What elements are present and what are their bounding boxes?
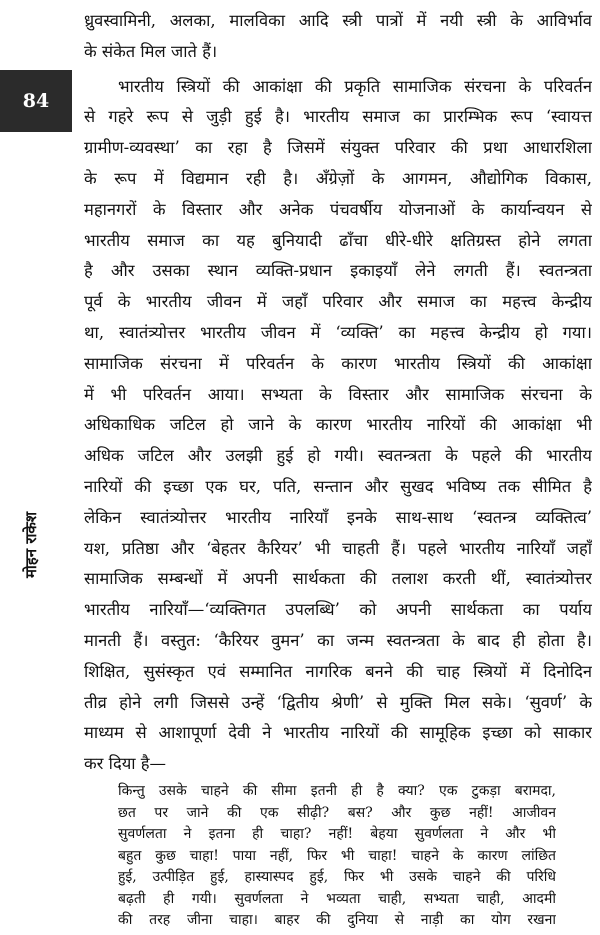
body-line: तीव्र होने लगी जिससे उन्हें ‘द्वितीय श्रेणी’ से मुक्ति मिल सके। ‘सुवर्ण’ के [84, 692, 592, 712]
body-line: ध्रुवस्वामिनी, अलका, मालविका आदि स्त्री पात्रों में नयी स्त्री के आविर्भाव [84, 11, 592, 30]
running-author-text: मोहन राकेश [22, 511, 41, 579]
body-line: सामाजिक सम्बन्धों में अपनी सार्थकता की तलाश करती थीं, स्वातंत्र्योत्तर [84, 569, 592, 589]
body-line: के रूप में विद्यमान रही है। अँग्रेज़ों के आगमन, औद्योगिक विकास, [84, 169, 592, 188]
body-line: पूर्व के भारतीय जीवन में जहाँ परिवार और समाज का महत्त्व केन्द्रीय [84, 292, 592, 312]
body-line: ग्रामीण-व्यवस्था’ का रहा है जिसमें संयुक्त परिवार की प्रथा आधारशिला [84, 138, 592, 158]
body-line: अधिकाधिक जटिल हो जाने के कारण भारतीय नारियों की आकांक्षा भी [84, 415, 592, 435]
body-line: था, स्वातंत्र्योत्तर भारतीय जीवन में ‘व्यक्ति’ का महत्त्व केन्द्रीय हो गया। [84, 323, 592, 342]
body-line: माध्यम से आशापूर्णा देवी ने भारतीय नारियों की सामूहिक इच्छा को साकार [84, 723, 592, 743]
page-number: 84 [22, 90, 50, 112]
body-line: भारतीय नारियाँ—‘व्यक्तिगत उपलब्धि’ को अपनी सार्थकता का पर्याय [84, 600, 592, 620]
page-number-tab [0, 70, 72, 132]
body-line: शिक्षित, सुसंस्कृत एवं सम्मानित नागरिक बनने की चाह स्त्रियों में दिनोदिन [84, 661, 592, 681]
body-line: है और उसका स्थान व्यक्ति-प्रधान इकाइयाँ लेने लगती हैं। स्वतन्त्रता [84, 261, 592, 281]
body-line: कर दिया है— [84, 754, 167, 774]
body-line: से गहरे रूप से जुड़ी हुई है। भारतीय समाज का प्रारम्भिक रूप ‘स्वायत्त [84, 107, 592, 127]
quote-line: की तरह जीना चाहा। बाहर की दुनिया से नाड़ी का योग रखना [118, 912, 556, 928]
body-line: नारियों की इच्छा एक घर, पति, सन्तान और सुखद भविष्य तक सीमित है [84, 477, 592, 496]
body-line: भारतीय स्त्रियों की आकांक्षा की प्रकृति सामाजिक संरचना के परिवर्तन [118, 76, 592, 96]
body-line: यश, प्रतिष्ठा और ‘बेहतर कैरियर’ भी चाहती हैं। पहले भारतीय नारियाँ जहाँ [84, 538, 592, 558]
quote-line: हुई, उत्पीड़ित हुई, हास्यास्पद हुई, फिर भी उसके चाहने की परिधि [118, 869, 556, 885]
body-line: सामाजिक संरचना में परिवर्तन के कारण भारतीय स्त्रियों की आकांक्षा [84, 353, 592, 373]
body-line: भारतीय समाज का यह बुनियादी ढाँचा धीरे-धीरे क्षतिग्रस्त होने लगता [84, 230, 592, 250]
running-author [20, 500, 42, 590]
quote-line: सुवर्णलता ने इतना ही चाहा? नहीं! बेहया सुवर्णलता ने और भी [118, 826, 556, 842]
body-line: अधिक जटिल और उलझी हुई हो गयी। स्वतन्त्रता के पहले की भारतीय [84, 446, 592, 466]
quote-line: बढ़ती ही गयी। सुवर्णलता ने भव्यता चाही, सभ्यता चाही, आदमी [118, 890, 556, 907]
quote-line: किन्तु उसके चाहने की सीमा इतनी ही है क्या? एक टुकड़ा बरामदा, [118, 783, 556, 799]
body-line: महानगरों के विस्तार और अनेक पंचवर्षीय योजनाओं के कार्यान्वयन से [84, 199, 592, 219]
body-line: लेकिन स्वातंत्र्योत्तर भारतीय नारियाँ इनके साथ-साथ ‘स्वतन्त्र व्यक्तित्व’ [84, 507, 592, 527]
body-line: मानती हैं। वस्तुत: ‘कैरियर वुमन’ का जन्म स्वतन्त्रता के बाद ही होता है। [84, 631, 592, 650]
quote-line: छत पर जाने की एक सीढ़ी? बस? और कुछ नहीं! आजीवन [118, 804, 556, 821]
quote-line: बहुत कुछ चाहा! पाया नहीं, फिर भी चाहा! चाहने के कारण लांछित [118, 847, 556, 864]
body-line: के संकेत मिल जाते हैं। [84, 41, 218, 61]
body-line: में भी परिवर्तन आया। सभ्यता के विस्तार और सामाजिक संरचना के [84, 384, 592, 404]
